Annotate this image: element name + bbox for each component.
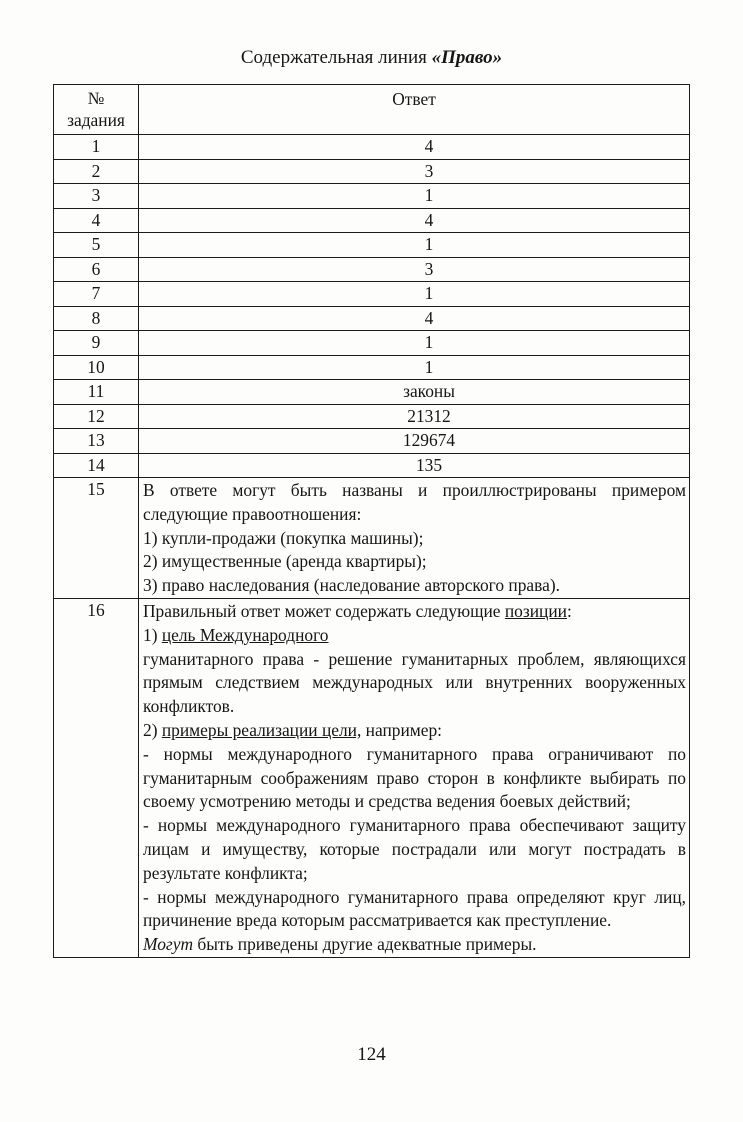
task-number-cell: 1: [54, 135, 139, 160]
task-number-cell: 13: [54, 429, 139, 454]
row16-point1-num: 1): [143, 624, 162, 645]
row16-point2-underlined: примеры реализации цели,: [161, 719, 362, 740]
table-row: [54, 331, 690, 356]
task-number-cell: 6: [54, 257, 139, 282]
page-title: [0, 46, 743, 70]
task-number-cell: 15: [54, 478, 139, 599]
row16-point2-text: например:: [361, 719, 443, 740]
table-row-15: [54, 478, 690, 599]
table-row: [54, 184, 690, 209]
answer-cell: 1: [139, 355, 690, 380]
answer-cell: 21312: [139, 404, 690, 429]
row16-intro-text: Правильный ответ может содержать следующие: [143, 600, 505, 621]
table-row: [54, 355, 690, 380]
row16-example: - нормы международного гуманитарного права определяют круг лиц, причинение вреда которым рассматривается как преступление.: [143, 886, 686, 931]
table-row: [54, 257, 690, 282]
row16-intro-underlined: позиции: [504, 600, 567, 621]
answer-cell-16: [139, 598, 690, 957]
row16-closing: [143, 933, 686, 957]
answer-cell: 135: [139, 453, 690, 478]
answer-cell: 4: [139, 208, 690, 233]
answer-cell: 4: [139, 306, 690, 331]
task-number-cell: 5: [54, 233, 139, 258]
answer-cell: 1: [139, 282, 690, 307]
row16-point2-num: 2): [143, 719, 162, 740]
table-row: [54, 380, 690, 405]
row16-closing-text: быть приведены другие адекватные примеры.: [193, 934, 537, 955]
row15-item: 2) имущественные (аренда квартиры);: [143, 551, 427, 572]
answer-cell: 4: [139, 135, 690, 160]
row16-intro: [143, 600, 686, 624]
task-number-cell: 16: [54, 598, 139, 957]
row16-example: - нормы международного гуманитарного права ограничивают по гуманитарным соображениям право сторон в конфликте выбирать по своему усмотрению методы и средства ведения боевых действий;: [143, 743, 686, 812]
row16-point1-underlined: цель Международного: [161, 624, 329, 645]
table-row: [54, 208, 690, 233]
title-prefix: Содержательная линия: [240, 47, 432, 68]
task-number-cell: 11: [54, 380, 139, 405]
answer-cell: 1: [139, 184, 690, 209]
task-number-cell: 8: [54, 306, 139, 331]
answer-cell: 1: [139, 331, 690, 356]
answer-cell: 1: [139, 233, 690, 258]
table-row: [54, 159, 690, 184]
answer-cell: 3: [139, 159, 690, 184]
header-number-sign: №: [87, 88, 105, 108]
task-number-cell: 9: [54, 331, 139, 356]
table-row: [54, 306, 690, 331]
task-number-cell: 7: [54, 282, 139, 307]
header-task-word: задания: [67, 110, 125, 130]
task-number-cell: 12: [54, 404, 139, 429]
table-header-row: [54, 85, 690, 135]
row16-point1-text: гуманитарного права - решение гуманитарных проблем, являющихся прямым следствием международных или внутренних вооруженных конфликтов.: [143, 648, 686, 717]
title-emphasis: «Право»: [431, 47, 503, 68]
task-number-cell: 4: [54, 208, 139, 233]
answer-cell: законы: [139, 380, 690, 405]
answer-cell: 129674: [139, 429, 690, 454]
table-row: [54, 404, 690, 429]
row16-intro-end: :: [566, 600, 572, 621]
answer-cell: 3: [139, 257, 690, 282]
task-number-cell: 10: [54, 355, 139, 380]
table-row: [54, 233, 690, 258]
task-number-cell: 2: [54, 159, 139, 184]
row16-closing-italic: Могут: [143, 934, 193, 955]
row15-item: 3) право наследования (наследование авторского права).: [143, 575, 560, 596]
column-header-answer: Ответ: [139, 85, 690, 135]
table-row: [54, 453, 690, 478]
task-number-cell: 3: [54, 184, 139, 209]
task-number-cell: 14: [54, 453, 139, 478]
table-row: [54, 135, 690, 160]
row16-point2-heading: [143, 719, 686, 743]
answer-cell-15: [139, 478, 690, 599]
table-row: [54, 429, 690, 454]
table-row: [54, 282, 690, 307]
page-number: 124: [357, 1044, 386, 1065]
column-header-task-number: [54, 85, 139, 135]
row16-point1-heading: [143, 624, 686, 648]
answers-table: [53, 84, 690, 958]
row15-intro: В ответе могут быть названы и проиллюстрированы примером следующие правоотношения:: [143, 480, 686, 524]
row16-example: - нормы международного гуманитарного права обеспечивают защиту лицам и имуществу, которые пострадали или могут пострадать в результате конфликта;: [143, 815, 686, 883]
table-row-16: [54, 598, 690, 957]
row15-item: 1) купли-продажи (покупка машины);: [143, 527, 424, 548]
